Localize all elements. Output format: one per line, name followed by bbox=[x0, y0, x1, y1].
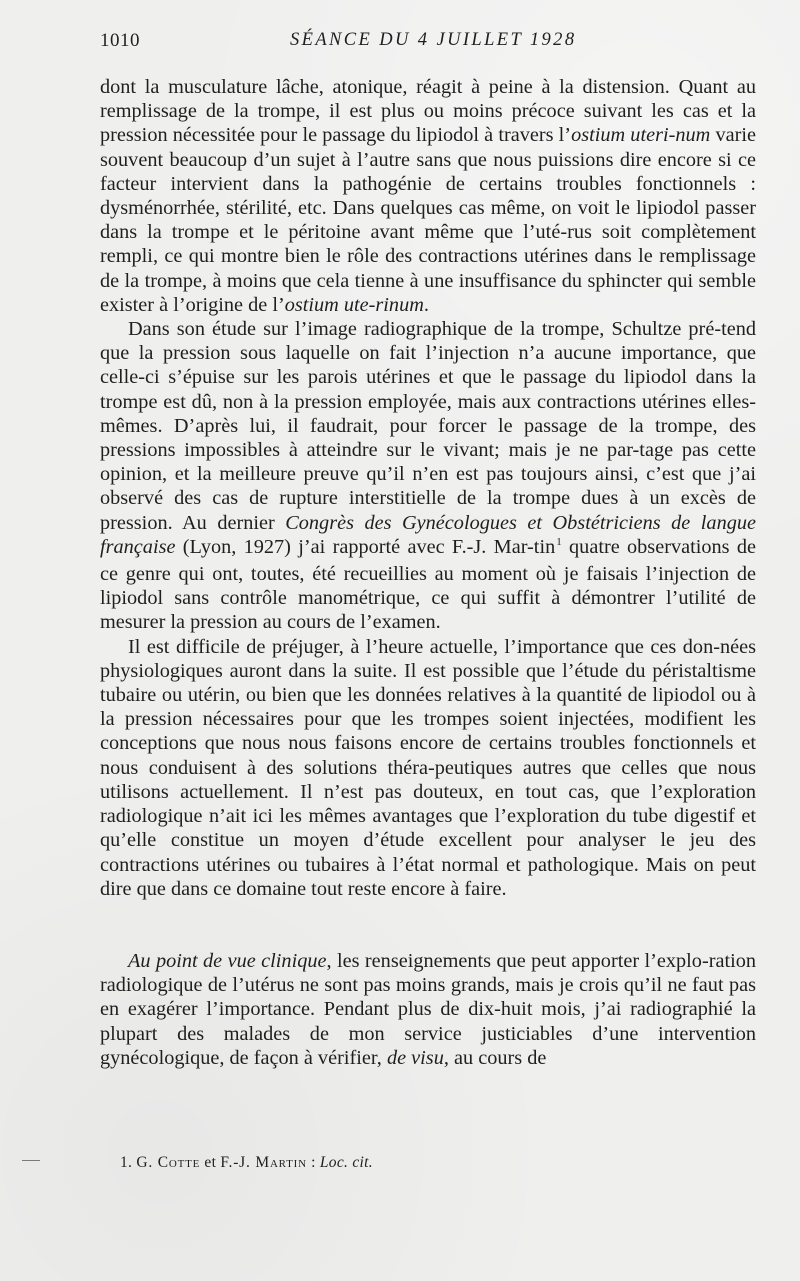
paragraph-1 bbox=[100, 75, 756, 317]
footnote-rule bbox=[22, 1160, 40, 1161]
paragraph-1-italic-1: ostium uteri-num bbox=[571, 124, 711, 147]
footnote-reference: 1 bbox=[556, 535, 562, 548]
paragraph-2-start: Dans son étude sur l’image radiographique de la trompe, Schultze pré-tend que la pression sous laquelle on fait l’injection n’a aucune importance, que celle-ci s’épuise sur les parois utérines et que le passage du lipiodol dans la trompe est dû, non à la pression employée, mais aux contractions utérines elles-mêmes. D’après lui, il faudrait, pour forcer le passage de la trompe, des pressions impossibles à atteindre sur le vivant; mais je ne par-tage pas cette opinion, et la meilleure preuve qu’il n’en est pas toujours ainsi, c’est que j’ai observé des cas de rupture interstitielle de la trompe dues à un excès de pression. Au dernier bbox=[100, 318, 756, 534]
footnote-author-1: G. Cotte bbox=[136, 1154, 201, 1171]
footnote-connector: et bbox=[200, 1154, 221, 1171]
paragraph-2-continuation: (Lyon, 1927) j’ai rapporté avec F.-J. Mar-tin bbox=[175, 535, 556, 558]
paragraph-3-text: Il est difficile de préjuger, à l’heure actuelle, l’importance que ces don-nées physiologiques auront dans la suite. Il est possible que l’étude du péristaltisme tubaire ou utérin, ou bien que les données relatives à la quantité de lipiodol ou à la pression nécessaires pour que les trompes soient injectées, modifient les conceptions que nous nous faisons encore de certains troubles fonctionnels et nous conduisent à des solutions théra-peutiques autres que celles que nous utilisons actuellement. Il n’est pas douteux, en tout cas, que l’exploration radiologique n’ait ici les mêmes avantages que l’exploration du tube digestif et qu’elle constitue un moyen d’étude excellent pour analyser le jeu des contractions utérines ou tubaires à l’état normal et pathologique. Mais on peut dire que dans ce domaine tout reste encore à faire. bbox=[100, 635, 756, 900]
page-header bbox=[100, 30, 756, 58]
footnote-colon: : bbox=[306, 1154, 320, 1171]
page-number: 1010 bbox=[100, 30, 140, 51]
footnote-author-2: F.-J. Martin bbox=[220, 1154, 307, 1171]
paragraph-4-italic: Au point de vue clinique bbox=[128, 949, 327, 972]
paragraph-4-italic-2: de visu bbox=[386, 1046, 444, 1069]
paragraph-1-italic-2: ostium ute-rinum bbox=[284, 293, 424, 316]
paragraph-1-continuation: varie souvent beaucoup d’un sujet à l’autre sans que nous puissions dire encore si ce facteur intervient dans la pathogénie de certains troubles fonctionnels : dysménorrhée, stérilité, etc. Dans quelques cas même, on voit le lipiodol passer dans la trompe et le péritoine avant même que l’uté-rus soit complètement rempli, ce qui montre bien le rôle des contractions utérines dans le remplissage de la trompe, à moins que cela tienne à une insuffisance du sphincter qui semble exister à l’origine de l’ bbox=[100, 124, 756, 316]
paragraph-4-end: , au cours de bbox=[443, 1046, 547, 1069]
paragraph-4-text: , les renseignements que peut apporter l’explo-ration radiologique de l’utérus ne sont pas moins grands, mais je crois qu’il ne faut pas en exagérer l’importance. Pendant plus de dix-huit mois, j’ai radiographié la plupart des malades de mon service justiciables d’une intervention gynécologique, de façon à vérifier, bbox=[100, 949, 757, 1069]
paragraph-4 bbox=[100, 949, 756, 1070]
footnote bbox=[120, 1153, 680, 1173]
paragraph-2-italic: Congrès des Gynécologues et Obstétriciens de langue française bbox=[100, 511, 756, 558]
paragraph-gap bbox=[100, 901, 756, 949]
running-title: SÉANCE DU 4 JUILLET 1928 bbox=[290, 30, 577, 50]
footnote-number: 1. bbox=[120, 1154, 133, 1171]
paragraph-2 bbox=[100, 317, 756, 635]
paragraph-3 bbox=[100, 635, 756, 901]
paragraph-2-end: quatre observations de ce genre qui ont, toutes, été recueillies au moment où je faisais l’injection de lipiodol sans contrôle manométrique, ce qui suffit à démontrer l’utilité de mesurer la pression au cours de l’examen. bbox=[100, 535, 756, 634]
paragraph-1-text: dont la musculature lâche, atonique, réagit à peine à la distension. Quant au remplissage de la trompe, il est plus ou moins précoce suivant les cas et la pression nécessitée pour le passage du lipiodol à travers l’ bbox=[100, 76, 756, 147]
footnote-citation: Loc. cit. bbox=[319, 1154, 373, 1171]
paragraph-1-end: . bbox=[423, 293, 429, 316]
main-text bbox=[100, 75, 756, 1070]
